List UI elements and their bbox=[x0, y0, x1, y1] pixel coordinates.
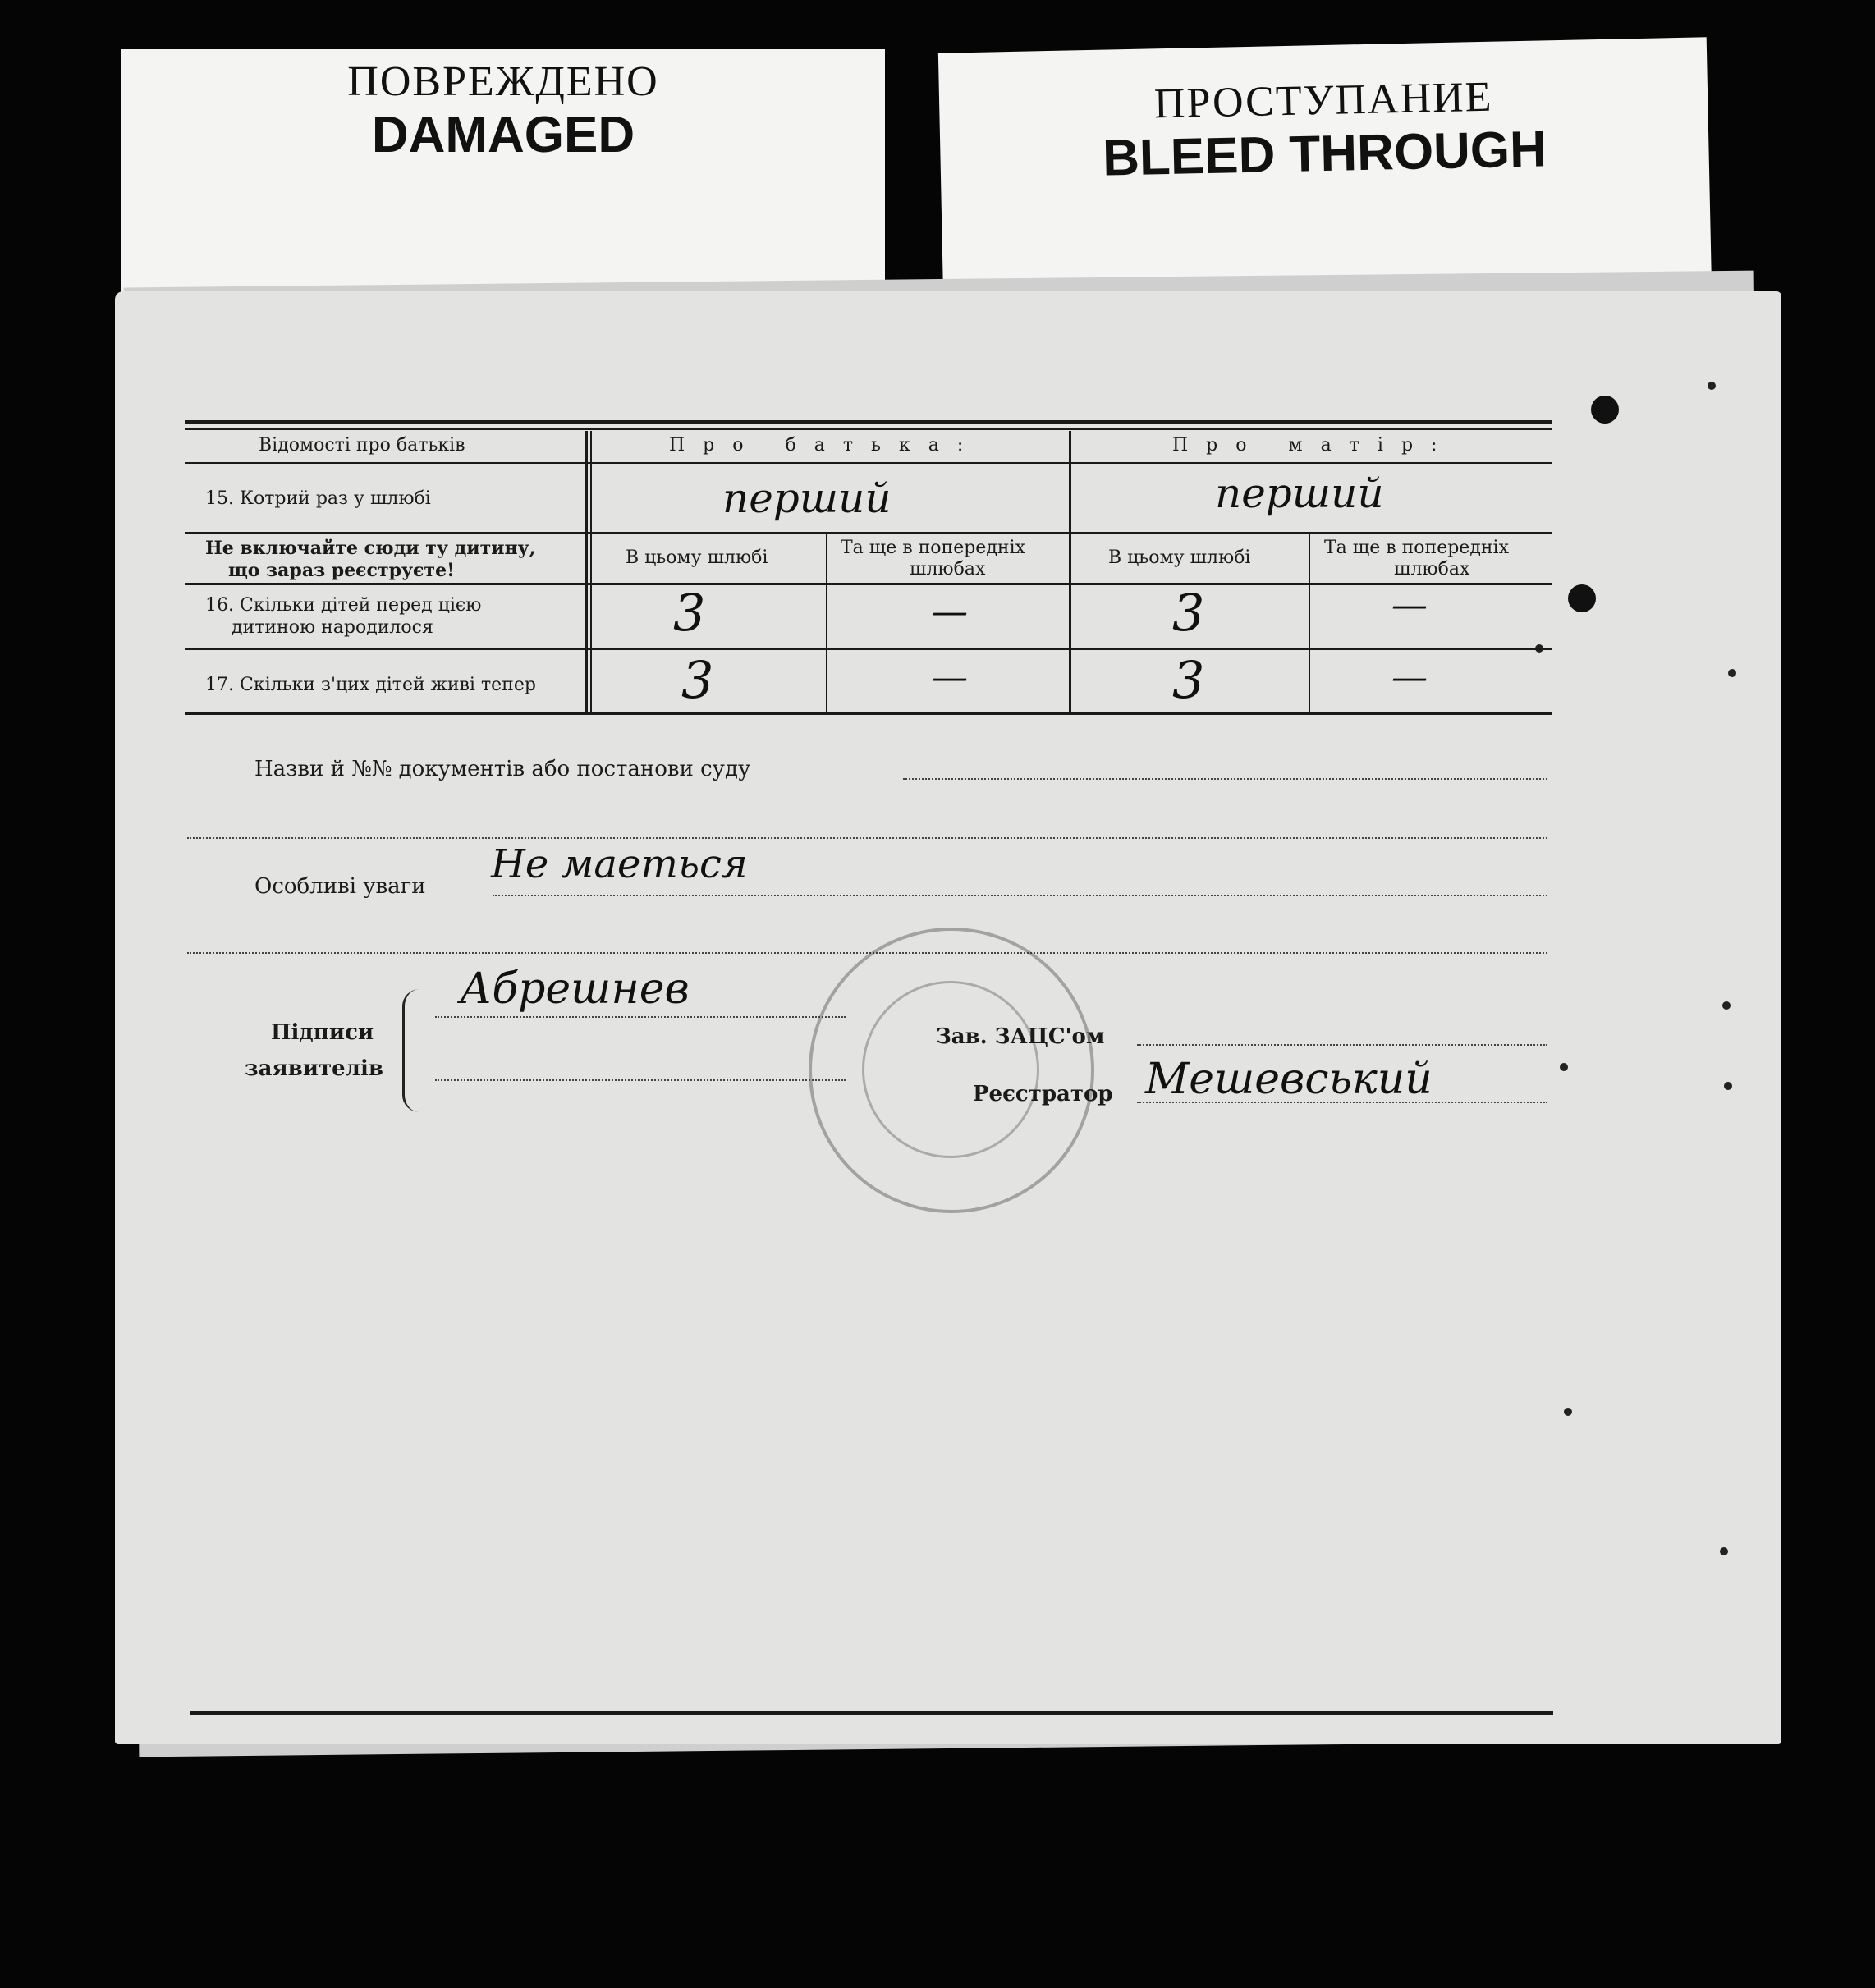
damaged-label-ru: ПОВРЕЖДЕНО bbox=[347, 58, 659, 105]
punch-mark-icon bbox=[1720, 1547, 1728, 1555]
father-header: Про батька: bbox=[669, 435, 982, 456]
row17-mother-this: 3 bbox=[1172, 650, 1205, 710]
table-divider bbox=[826, 534, 827, 714]
father-this-marriage-header: В цьому шлюбі bbox=[626, 547, 768, 568]
row17-father-this: 3 bbox=[681, 650, 714, 710]
signatures-label-1: Підписи bbox=[271, 1020, 374, 1045]
binding-hole-icon bbox=[1591, 396, 1619, 424]
binding-hole-icon bbox=[1568, 584, 1596, 612]
bleed-label-en: BLEED THROUGH bbox=[1102, 121, 1547, 187]
table-divider bbox=[590, 431, 592, 714]
damaged-label-card bbox=[121, 49, 885, 295]
table-rule bbox=[185, 648, 1552, 650]
row16-mother-prev: — bbox=[1391, 584, 1428, 626]
documents-fill-line-2 bbox=[187, 837, 1547, 839]
head-registry-label: Зав. ЗАЦС'ом bbox=[936, 1024, 1105, 1049]
signature-brace-icon bbox=[402, 989, 419, 1112]
mother-previous-header-1: Та ще в попередніх bbox=[1324, 538, 1509, 558]
registrar-label: Реєстратор bbox=[973, 1082, 1113, 1106]
head-registry-line bbox=[1137, 1044, 1547, 1046]
registrar-signature: Мешевський bbox=[1145, 1055, 1433, 1104]
row16-mother-this: 3 bbox=[1172, 583, 1205, 643]
remarks-value: Не маеться bbox=[491, 841, 748, 887]
table-divider bbox=[1309, 534, 1310, 714]
note-line1: Не включайте сюди ту дитину, bbox=[205, 538, 536, 559]
table-rule bbox=[185, 583, 1552, 585]
documents-fill-line bbox=[903, 778, 1547, 780]
punch-mark-icon bbox=[1724, 1082, 1732, 1090]
father-previous-header-2: шлюбах bbox=[910, 559, 986, 579]
table-bottom-rule bbox=[185, 712, 1552, 715]
table-divider bbox=[585, 431, 588, 714]
punch-mark-icon bbox=[1564, 1408, 1572, 1416]
applicant-signature: Абрешнев bbox=[460, 964, 690, 1014]
table-top-rule bbox=[185, 420, 1552, 424]
punch-mark-icon bbox=[1708, 382, 1716, 390]
note-line2: що зараз реєструєте! bbox=[228, 560, 455, 581]
mother-header: Про матір: bbox=[1172, 435, 1456, 456]
row16-label-1: 16. Скільки дітей перед цією bbox=[205, 595, 482, 616]
punch-mark-icon bbox=[1560, 1063, 1568, 1071]
applicant-signature-line bbox=[435, 1016, 846, 1018]
row16-father-prev: — bbox=[932, 591, 968, 633]
page-bottom-rule bbox=[190, 1711, 1553, 1715]
bleed-through-label-card bbox=[938, 37, 1712, 308]
remarks-fill-line bbox=[493, 895, 1547, 896]
row15-label: 15. Котрий раз у шлюбі bbox=[205, 488, 431, 509]
remarks-label: Особливі уваги bbox=[254, 874, 426, 899]
punch-mark-icon bbox=[1722, 1001, 1731, 1010]
registrar-signature-line bbox=[1137, 1102, 1547, 1103]
table-rule bbox=[185, 532, 1552, 534]
father-previous-header-1: Та ще в попередніх bbox=[841, 538, 1025, 558]
mother-this-marriage-header: В цьому шлюбі bbox=[1108, 547, 1251, 568]
row17-mother-prev: — bbox=[1391, 657, 1428, 699]
row15-mother-value: перший bbox=[1215, 470, 1384, 517]
applicant-signature-line-2 bbox=[435, 1079, 846, 1081]
table-top-rule-thin bbox=[185, 428, 1552, 430]
row16-label-2: дитиною народилося bbox=[232, 617, 433, 638]
punch-mark-icon bbox=[1728, 669, 1736, 677]
table-rule bbox=[185, 462, 1552, 464]
documents-label: Назви й №№ документів або постанови суду bbox=[254, 757, 751, 781]
official-stamp-inner-icon bbox=[862, 981, 1039, 1158]
table-divider bbox=[1069, 431, 1071, 714]
signatures-label-2: заявителів bbox=[245, 1056, 383, 1081]
row16-father-this: 3 bbox=[673, 583, 706, 643]
row17-father-prev: — bbox=[932, 657, 968, 699]
parents-info-header: Відомості про батьків bbox=[259, 435, 465, 456]
row15-father-value: перший bbox=[722, 474, 892, 522]
damaged-label-en: DAMAGED bbox=[371, 107, 635, 163]
row17-label: 17. Скільки з'цих дітей живі тепер bbox=[205, 675, 536, 695]
mother-previous-header-2: шлюбах bbox=[1394, 559, 1470, 579]
bleed-label-ru: ПРОСТУПАНИЕ bbox=[1153, 73, 1493, 128]
